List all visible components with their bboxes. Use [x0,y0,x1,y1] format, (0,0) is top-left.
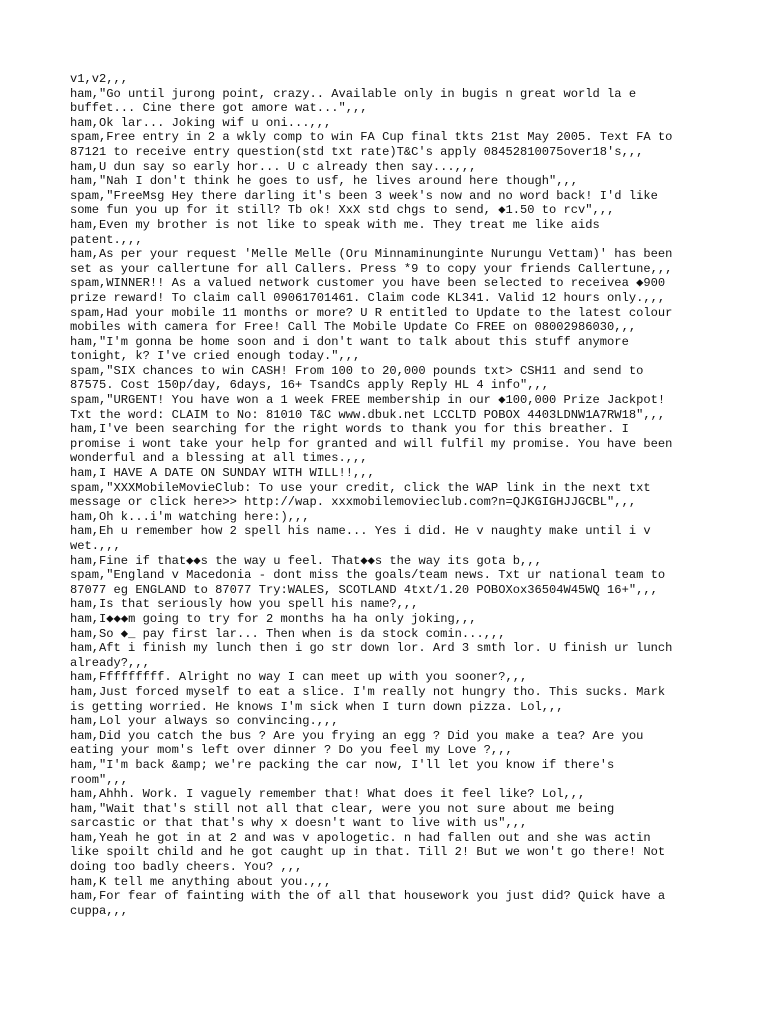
csv-line: buffet... Cine there got amore wat...",,, [70,101,368,116]
csv-line: ham,"I'm back &amp; we're packing the car now, I'll let you know if there's [70,757,615,772]
csv-line: doing too badly cheers. You? ,,, [70,860,303,875]
csv-line: wet.,,, [70,539,121,553]
csv-line: prize reward! To claim call 09061701461. Claim code KL341. Valid 12 hours only.,,, [70,290,666,305]
csv-line: spam,"England v Macedonia - dont miss the goals/team news. Txt ur national team to [70,568,666,583]
csv-line: tonight, k? I've cried enough today.",,, [70,349,361,364]
csv-line: ham,Fine if that◆◆s the way u feel. That◆◆s the way its gota b,,, [70,553,542,568]
csv-line: cuppa,,, [70,903,129,918]
csv-line: sarcastic or that that's why x doesn't want to live with us",,, [70,816,528,831]
csv-line: ham,Ok lar... Joking wif u oni...,,, [70,115,332,130]
csv-line: ham,Fffffffff. Alright no way I can meet up with you sooner?,,, [70,670,528,685]
csv-line: ham,As per your request 'Melle Melle (Oru Minnaminunginte Nurungu Vettam)' has been [70,247,673,262]
csv-line: ham,Just forced myself to eat a slice. I'm really not hungry tho. This sucks. Mark [70,684,666,699]
csv-line: wonderful and a blessing at all times.,,, [70,451,368,466]
csv-line: ham,Oh k...i'm watching here:),,, [70,509,310,524]
csv-line: ham,"Go until jurong point, crazy.. Available only in bugis n great world la e [70,86,637,101]
csv-line: ham,"I'm gonna be home soon and i don't want to talk about this stuff anymore [70,334,629,349]
csv-line: ham,Aft i finish my lunch then i go str down lor. Ard 3 smth lor. U finish ur lunch [70,641,673,656]
csv-line: ham,Did you catch the bus ? Are you frying an egg ? Did you make a tea? Are you [70,728,644,743]
csv-line: v1,v2,,, [70,72,129,86]
csv-line: promise i wont take your help for granted and will fulfil my promise. You have been [70,436,673,451]
csv-line: spam,"FreeMsg Hey there darling it's been 3 week's now and no word back! I'd like [70,188,658,203]
csv-line: spam,"URGENT! You have won a 1 week FREE membership in our ◆100,000 Prize Jackpot! [70,393,666,408]
csv-line: room",,, [70,772,129,787]
document-page [70,72,760,918]
csv-line: ham,So ◆_ pay first lar... Then when is da stock comin...,,, [70,626,506,641]
csv-line: like spoilt child and he got caught up in that. Till 2! But we won't go there! Not [70,845,666,860]
csv-line: ham,I HAVE A DATE ON SUNDAY WITH WILL!!,,, [70,466,375,481]
csv-line: spam,WINNER!! As a valued network customer you have been selected to receivea ◆900 [70,276,666,291]
csv-line: some fun you up for it still? Tb ok! XxX std chgs to send, ◆1.50 to rcv",,, [70,203,615,218]
csv-line: set as your callertune for all Callers. Press *9 to copy your friends Callertune,,, [70,261,673,276]
csv-line: spam,"XXXMobileMovieClub: To use your credit, click the WAP link in the next txt [70,480,651,495]
csv-line: ham,I've been searching for the right words to thank you for this breather. I [70,422,629,437]
csv-line: ham,U dun say so early hor... U c already then say...,,, [70,159,477,174]
csv-line: eating your mom's left over dinner ? Do you feel my Love ?,,, [70,743,513,758]
csv-line: ham,Yeah he got in at 2 and was v apologetic. n had fallen out and she was actin [70,830,651,845]
csv-line: ham,"Wait that's still not all that clear, were you not sure about me being [70,801,615,816]
csv-line: spam,Free entry in 2 a wkly comp to win FA Cup final tkts 21st May 2005. Text FA to [70,130,673,145]
csv-line: Txt the word: CLAIM to No: 81010 T&C www.dbuk.net LCCLTD POBOX 4403LDNW1A7RW18",,, [70,407,666,422]
csv-line: ham,For fear of fainting with the of all that housework you just did? Quick have a [70,889,666,904]
csv-line: ham,I◆◆◆m going to try for 2 months ha ha only joking,,, [70,611,477,626]
csv-line: ham,Is that seriously how you spell his name?,,, [70,597,419,612]
csv-line: patent.,,, [70,232,143,247]
csv-line: ham,Ahhh. Work. I vaguely remember that! What does it feel like? Lol,,, [70,787,586,802]
csv-line: ham,Even my brother is not like to speak with me. They treat me like aids [70,217,600,232]
csv-line: 87077 eg ENGLAND to 87077 Try:WALES, SCOTLAND 4txt/1.20 POBOXox36504W45WQ 16+",,, [70,582,658,597]
csv-line: is getting worried. He knows I'm sick when I turn down pizza. Lol,,, [70,699,564,714]
csv-line: mobiles with camera for Free! Call The Mobile Update Co FREE on 08002986030,,, [70,320,637,335]
csv-line: spam,"SIX chances to win CASH! From 100 to 20,000 pounds txt> CSH11 and send to [70,363,644,378]
csv-line: ham,K tell me anything about you.,,, [70,874,332,889]
csv-line: ham,"Nah I don't think he goes to usf, he lives around here though",,, [70,174,579,189]
csv-line: already?,,, [70,655,150,670]
csv-line: ham,Lol your always so convincing.,,, [70,714,339,729]
csv-line: 87575. Cost 150p/day, 6days, 16+ TsandCs apply Reply HL 4 info",,, [70,378,549,393]
csv-line: ham,Eh u remember how 2 spell his name... Yes i did. He v naughty make until i v [70,524,651,539]
csv-line: spam,Had your mobile 11 months or more? U R entitled to Update to the latest colour [70,305,673,320]
csv-line: 87121 to receive entry question(std txt rate)T&C's apply 08452810075over18's,,, [70,144,644,159]
csv-line: message or click here>> http://wap. xxxmobilemovieclub.com?n=QJKGIGHJJGCBL",,, [70,495,637,510]
